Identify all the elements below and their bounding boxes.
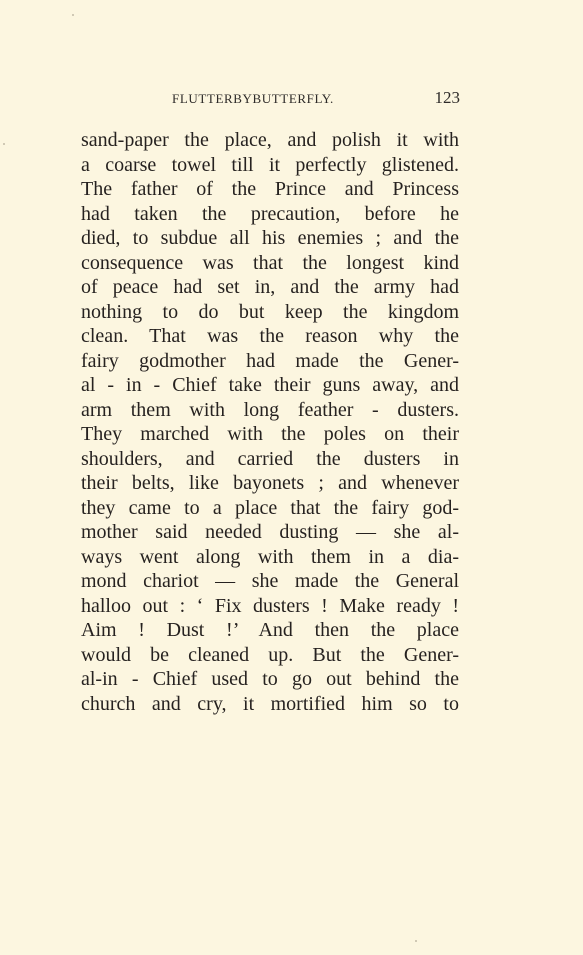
running-head: FLUTTERBYBUTTERFLY. [172,91,334,106]
text-line: nothing to do but keep the kingdom [81,300,459,323]
paper-speck [415,940,417,942]
text-line: shoulders, and carried the dusters in [81,447,459,470]
text-line: consequence was that the longest kind [81,251,459,274]
text-line: Aim ! Dust !’ And then the place [81,619,459,641]
text-line: fairy godmother had made the Gener- [81,349,459,372]
text-line: clean. That was the reason why the [81,325,459,347]
body-text [81,128,459,716]
text-line: arm them with long feather - dusters. [81,398,459,421]
text-line: They marched with the poles on their [81,423,459,445]
text-line: their belts, like bayonets ; and whenever [81,472,459,494]
text-line: mond chariot — she made the General [81,570,459,592]
text-line: ways went along with them in a dia- [81,545,459,568]
text-line: church and cry, it mortified him so to [81,692,459,715]
text-line: had taken the precaution, before he [81,202,459,225]
text-line: mother said needed dusting — she al- [81,521,459,543]
text-line: al-in - Chief used to go out behind the [81,668,459,690]
paper-speck [3,143,5,145]
text-line: would be cleaned up. But the Gener- [81,643,459,666]
text-line: The father of the Prince and Princess [81,178,459,200]
text-line: of peace had set in, and the army had [81,276,459,298]
paper-speck [72,14,74,16]
text-line: sand-paper the place, and polish it with [81,129,459,151]
text-line: they came to a place that the fairy god- [81,496,459,519]
text-line: died, to subdue all his enemies ; and the [81,227,459,249]
text-line: al - in - Chief take their guns away, and [81,374,459,396]
text-line: a coarse towel till it perfectly glistened. [81,153,459,176]
text-line: halloo out : ‘ Fix dusters ! Make ready ! [81,594,459,617]
page-number: 123 [434,88,460,107]
page-header [172,88,460,110]
